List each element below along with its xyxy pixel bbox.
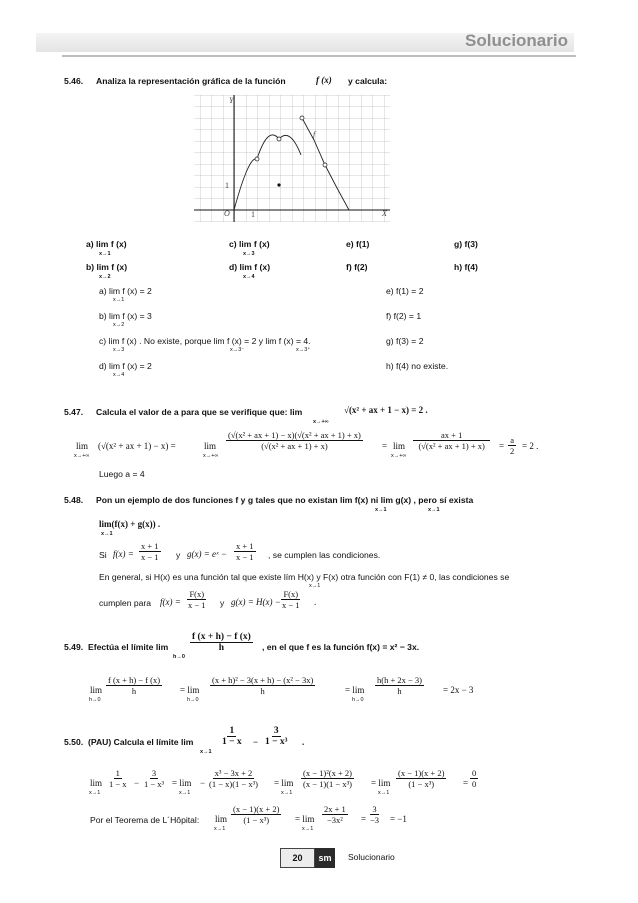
- s547-lim1: lim: [76, 441, 89, 451]
- s550-h-end: = −1: [390, 814, 407, 824]
- s550-l2-sub: x→1: [179, 790, 191, 796]
- s548-general: En general, si H(x) es una función tal que existe lím H(x) y F(x) otra función con F(1) ≠ 0, las condiciones se: [99, 572, 510, 582]
- header-rule: [62, 55, 576, 57]
- s549-lim2-sub: h→0: [187, 697, 199, 703]
- q-b-sub: x→2: [99, 274, 111, 280]
- s547-frac3: [508, 435, 516, 456]
- s549-eq1: = lim: [180, 685, 200, 695]
- s548-statement: Pon un ejemplo de dos funciones f y g tales que no existan lim f(x) ni lim g(x) , pero sí exista: [96, 495, 474, 505]
- s550-h-sub: x→1: [214, 826, 226, 832]
- s549-frac3-num: h(h + 2x − 3): [377, 675, 422, 685]
- s550-c-num: x³ − 3x + 2: [214, 768, 253, 778]
- s547-frac2: [413, 430, 490, 451]
- open-point-d: [323, 163, 327, 167]
- graph-y-label: Y: [229, 96, 234, 105]
- s550-h3-frac: [368, 804, 381, 825]
- s550-e-num: (x − 1)(x + 2): [398, 768, 445, 778]
- ans-g: g) f(3) = 2: [386, 336, 424, 346]
- s548-cumplen: cumplen para: [99, 598, 152, 608]
- s550-l1-sub: x→1: [89, 790, 101, 796]
- s547-eq2: =: [382, 441, 388, 451]
- s548-f2-num: F(x): [189, 589, 205, 599]
- ans-b-sub: x→2: [113, 322, 125, 328]
- s546-number: 5.46.: [64, 76, 84, 86]
- s548-g2-den: x − 1: [282, 600, 300, 610]
- s550-eq2: = lim: [274, 778, 294, 788]
- s548-sub-a: x→1: [375, 507, 387, 513]
- s547-e1: (√(x² + ax + 1) − x) =: [98, 441, 176, 451]
- q-a: a) lim f (x): [86, 239, 127, 249]
- s547-frac1-den: (√(x² + ax + 1) + x): [261, 441, 328, 451]
- q-g: g) f(3): [454, 239, 478, 249]
- s550-b-frac: [142, 768, 166, 789]
- s550-eq1: = lim: [172, 778, 192, 788]
- s547-number: 5.47.: [64, 407, 84, 417]
- ans-c-sub: x→3: [113, 347, 125, 353]
- point-2-1: [277, 183, 280, 186]
- graph-curve-label: f: [313, 130, 316, 139]
- s547-lim3-sub: x→+∞: [391, 453, 407, 459]
- s550-h2-den: −3x²: [326, 815, 343, 825]
- open-point-c: [300, 116, 304, 120]
- s550-frac2-den: 1 − x³: [265, 737, 288, 747]
- s548-f-frac: [139, 541, 161, 562]
- page-number: 20: [280, 848, 315, 868]
- q-d: d) lim f (x): [229, 262, 271, 272]
- s550-h3-num: 3: [372, 804, 377, 814]
- s549-frac3-den: h: [397, 686, 402, 696]
- s549-frac1: [106, 675, 162, 696]
- s547-frac3-num: a: [510, 435, 515, 445]
- s550-a-den: 1 − x: [109, 779, 127, 789]
- s549-frac-num: f (x + h) − f (x): [192, 632, 251, 642]
- s550-zero-den: 0: [472, 779, 477, 789]
- s550-statement-end: .: [302, 737, 305, 747]
- s547-frac2-den: (√(x² + ax + 1) + x): [418, 441, 485, 451]
- s549-frac-den: h: [218, 643, 225, 653]
- s548-sub-b: x→1: [428, 507, 440, 513]
- s550-d-den: (x − 1)(1 − x³): [303, 779, 352, 789]
- s550-h-eq2: =: [361, 814, 367, 824]
- s549-number: 5.49.: [64, 642, 84, 652]
- s550-h-lim: lim: [215, 814, 228, 824]
- ans-c-sub2: x→3⁻: [230, 347, 245, 353]
- s549-lim3-sub: h→0: [352, 697, 364, 703]
- s550-c-minus: −: [200, 778, 206, 788]
- s550-b-num: 3: [151, 768, 157, 778]
- s548-gx: g(x) = eˣ −: [187, 549, 227, 559]
- footer-label: Solucionario: [348, 852, 395, 862]
- q-c: c) lim f (x): [229, 239, 270, 249]
- s550-b-den: 1 − x³: [144, 779, 165, 789]
- s550-l4-sub: x→1: [378, 790, 390, 796]
- s547-sub: x→+∞: [313, 419, 329, 425]
- s548-fx2: f(x) =: [160, 597, 181, 607]
- q-f: f) f(2): [346, 262, 368, 272]
- s547-lim2: lim: [204, 441, 217, 451]
- s548-f-num: x + 1: [141, 541, 159, 551]
- q-a-sub: x→1: [99, 251, 111, 257]
- q-h: h) f(4): [454, 262, 478, 272]
- s549-lim1-sub: h→0: [89, 697, 101, 703]
- s550-h3-den: −3: [370, 815, 380, 825]
- s548-fx: f(x) =: [113, 549, 134, 559]
- s547-expr: √(x² + ax + 1 − x) = 2 .: [344, 405, 428, 415]
- ans-c-sub3: x→3⁺: [296, 347, 311, 353]
- q-d-sub: x→4: [243, 274, 255, 280]
- ans-h: h) f(4) no existe.: [386, 361, 449, 371]
- s550-hopital: Por el Teorema de L´Hôpital:: [90, 815, 200, 825]
- s547-statement: Calcula el valor de a para que se verifique que: lim: [96, 407, 303, 417]
- s546-statement: Analiza la representación gráfica de la función: [96, 76, 286, 86]
- s548-gx2: g(x) = H(x) −: [231, 597, 281, 607]
- ans-f: f) f(2) = 1: [386, 311, 422, 321]
- s550-d-num: (x − 1)²(x + 2): [303, 768, 352, 778]
- ans-e: e) f(1) = 2: [386, 286, 424, 296]
- s548-g2-frac: [280, 589, 302, 610]
- s550-e-frac: [396, 768, 446, 789]
- s547-frac2-num: ax + 1: [413, 430, 490, 441]
- s548-line2: lim(f(x) + g(x)) .: [99, 519, 161, 529]
- s549-eq2: = lim: [345, 685, 365, 695]
- s549-frac2-num: (x + h)² − 3(x + h) − (x² − 3x): [212, 675, 314, 685]
- s548-line2-sub: x→1: [101, 531, 113, 537]
- s547-frac1-num: (√(x² + ax + 1) − x)(√(x² + ax + 1) + x): [228, 430, 361, 440]
- s550-frac1-den: 1 − x: [222, 737, 242, 747]
- s550-c-den: (1 − x)(1 − x³): [209, 779, 258, 789]
- s549-statement-end: , en el que f es la función f(x) = x² − 3x.: [262, 642, 420, 652]
- s547-eq3: =: [499, 441, 505, 451]
- ans-c: c) lim f (x) . No existe, porque lim f (x) = 2 y lim f (x) = 4.: [99, 336, 311, 346]
- s548-g2-num: F(x): [283, 589, 299, 599]
- graph-origin-label: O: [224, 209, 230, 218]
- s548-si-end: , se cumplen las condiciones.: [268, 550, 381, 560]
- s548-y: y: [176, 550, 181, 560]
- s550-eq3: = lim: [371, 778, 391, 788]
- s550-h1-frac: [231, 804, 281, 825]
- s549-end: = 2x − 3: [443, 685, 474, 695]
- s546-fx: f (x): [316, 75, 332, 85]
- s550-c-frac: [207, 768, 260, 789]
- s550-frac2: [263, 726, 290, 747]
- s549-frac1-num: f (x + h) − f (x): [108, 675, 161, 685]
- s547-lim2-sub: x→+∞: [203, 453, 219, 459]
- header-title: Solucionario: [465, 31, 568, 50]
- s550-a-num: 1: [115, 768, 120, 778]
- s549-frac3: [375, 675, 424, 696]
- s549-sub: h→0: [173, 654, 185, 660]
- s547-frac3-den: 2: [510, 446, 515, 456]
- s550-h1-num: (x − 1)(x + 2): [233, 804, 280, 814]
- s549-frac1-den: h: [131, 686, 137, 696]
- s550-h-eq: = lim: [295, 814, 315, 824]
- s548-g-den: x − 1: [236, 552, 254, 562]
- s550-l1: lim: [90, 778, 103, 788]
- s548-f2-den: x − 1: [188, 600, 206, 610]
- s548-general-sub: x→1: [309, 583, 321, 589]
- open-point-a: [255, 157, 259, 161]
- s550-frac1-num: 1: [229, 726, 235, 736]
- s548-g-num: x + 1: [236, 541, 254, 551]
- s546-statement-end: y calcula:: [348, 76, 388, 86]
- function-graph: [194, 95, 390, 222]
- s549-frac: [190, 632, 253, 653]
- s550-sub: x→1: [200, 749, 212, 755]
- s547-lim3: lim: [393, 441, 406, 451]
- q-c-sub: x→3: [243, 251, 255, 257]
- s549-frac2-den: h: [260, 686, 265, 696]
- s548-f2-frac: [186, 589, 208, 610]
- s550-minus: −: [253, 737, 259, 747]
- s548-end: .: [314, 597, 317, 607]
- s547-lim1-sub: x→+∞: [74, 453, 90, 459]
- ans-d: d) lim f (x) = 2: [99, 361, 152, 371]
- s550-eq4: =: [463, 778, 469, 788]
- s550-d-frac: [301, 768, 354, 789]
- s550-zero-frac: [470, 768, 478, 789]
- s548-number: 5.48.: [64, 495, 84, 505]
- s550-a-minus: −: [134, 778, 140, 788]
- s550-h2-sub: x→1: [302, 826, 314, 832]
- ans-a: a) lim f (x) = 2: [99, 286, 152, 296]
- s547-frac1: [226, 430, 363, 451]
- s547-conclusion: Luego a = 4: [99, 469, 145, 479]
- ans-b: b) lim f (x) = 3: [99, 311, 152, 321]
- s547-end: = 2 .: [522, 441, 539, 451]
- s550-number: 5.50.: [64, 737, 84, 747]
- ans-a-sub: x→1: [113, 297, 125, 303]
- s550-statement: (PAU) Calcula el límite lim: [88, 737, 194, 747]
- graph-tick-x: 1: [251, 210, 255, 219]
- s550-h2-frac: [322, 804, 348, 825]
- s550-frac2-num: 3: [273, 726, 279, 736]
- s550-a-frac: [107, 768, 129, 789]
- s549-statement: Efectúa el límite lim: [88, 642, 169, 652]
- s548-g-frac: [234, 541, 256, 562]
- q-b: b) lim f (x): [86, 262, 128, 272]
- ans-d-sub: x→4: [113, 372, 125, 378]
- s550-e-den: (1 − x³): [408, 779, 435, 789]
- s549-lim1: lim: [90, 685, 103, 695]
- s548-si: Si: [99, 550, 107, 560]
- s548-f-den: x − 1: [141, 552, 159, 562]
- open-point-b: [277, 137, 281, 141]
- s550-h2-num: 2x + 1: [324, 804, 346, 814]
- s549-frac2: [210, 675, 315, 696]
- graph-tick-y: 1: [225, 181, 229, 190]
- s550-l3-sub: x→1: [281, 790, 293, 796]
- graph-x-label: X: [382, 209, 387, 218]
- page-header: [36, 33, 574, 52]
- s550-zero-num: 0: [472, 768, 477, 778]
- q-e: e) f(1): [346, 239, 370, 249]
- s550-h1-den: (1 − x³): [243, 815, 270, 825]
- s548-y2: y: [220, 598, 225, 608]
- s550-frac1: [220, 726, 244, 747]
- publisher-logo: sm: [315, 848, 335, 868]
